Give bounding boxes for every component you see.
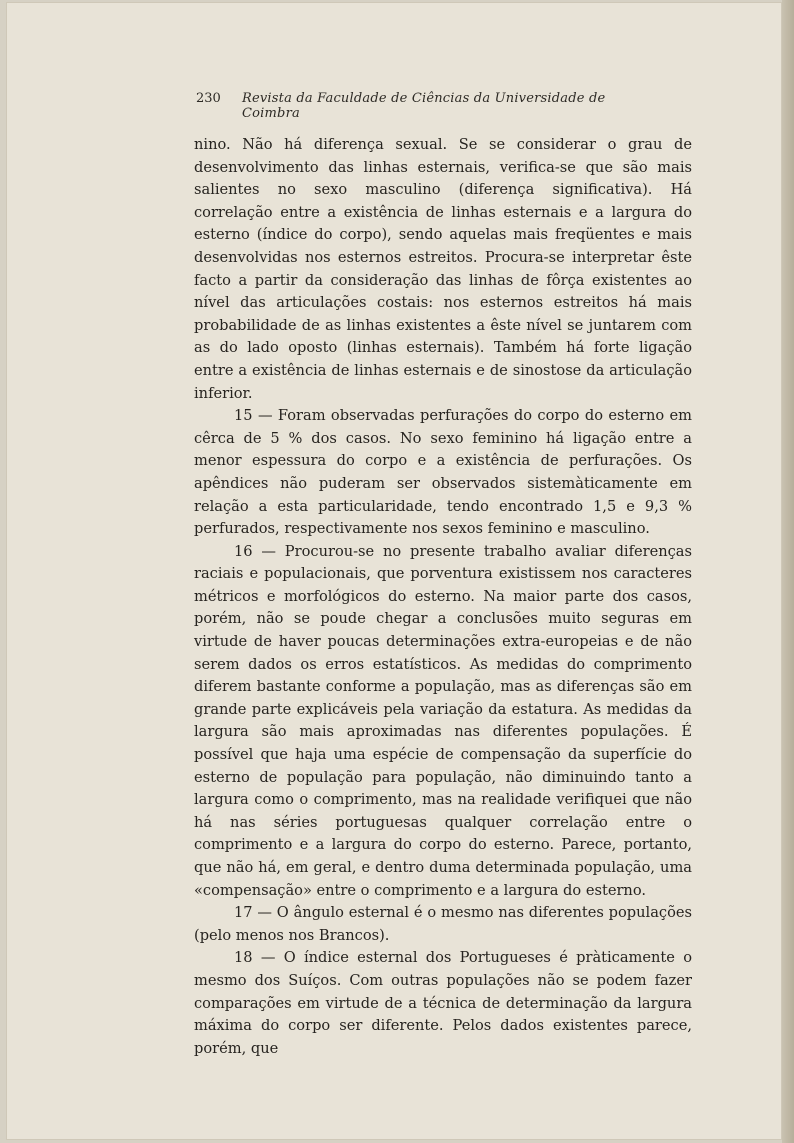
paragraph-continuation: nino. Não há diferença sexual. Se se considerar o grau de desenvolvimento das linhas esternais, verifica-se que são mais salientes no sexo masculino (diferença significativa). Há correlação entre a existência de linhas esternais e a largura do esterno (índice do corpo), sendo aquelas mais freqüentes e mais desenvolvidas nos esternos estreitos. Procura-se interpretar êste facto a partir da consideração das linhas de fôrça existentes ao nível das articulações costais: nos esternos estreitos há mais probabilidade de as linhas existentes a êste nível se juntarem com as do lado oposto (linhas esternais). Também há forte ligação entre a existência de linhas esternais e de sinostose da articulação inferior.	[194, 136, 692, 402]
body-text	[194, 134, 692, 1060]
book-page	[6, 2, 782, 1140]
page-number: 230	[196, 91, 221, 106]
page-edge	[782, 0, 794, 1143]
paragraph-15: 15 — Foram observadas perfurações do corpo do esterno em cêrca de 5 % dos casos. No sexo feminino há ligação entre a menor espessura do corpo e a existência de perfurações. Os apêndices não puderam ser observados sistemàticamente em relação a esta particularidade, tendo encontrado 1,5 e 9,3 % perfurados, respectivamente nos sexos feminino e masculino.	[194, 407, 692, 538]
paragraph-18: 18 — O índice esternal dos Portugueses é pràticamente o mesmo dos Suíços. Com outras populações não se podem fazer comparações em virtude de a técnica de determinação da largura máxima do corpo ser diferente. Pelos dados existentes parece, porém, que	[194, 949, 692, 1057]
paragraph-16: 16 — Procurou-se no presente trabalho avaliar diferenças raciais e populacionais, que porventura existissem nos caracteres métricos e morfológicos do esterno. Na maior parte dos casos, porém, não se poude chegar a conclusões muito seguras em virtude de haver poucas determinações extra-europeias e de não serem dados os erros estatísticos. As medidas do comprimento diferem bastante conforme a população, mas as diferenças são em grande parte explicáveis pela variação da estatura. As medidas da largura são mais aproximadas nas diferentes populações. É possível que haja uma espécie de compensação da superfície do esterno de população para população, não diminuindo tanto a largura como o comprimento, mas na realidade verifiquei que não há nas séries portuguesas qualquer correlação entre o comprimento e a largura do corpo do esterno. Parece, portanto, que não há, em geral, e dentro duma determinada população, uma «compensação» entre o comprimento e a largura do esterno.	[194, 542, 692, 899]
journal-title: Revista da Faculdade de Ciências da Universidade de Coimbra	[242, 91, 606, 121]
paragraph-17: 17 — O ângulo esternal é o mesmo nas diferentes populações (pelo menos nos Brancos).	[194, 904, 692, 944]
